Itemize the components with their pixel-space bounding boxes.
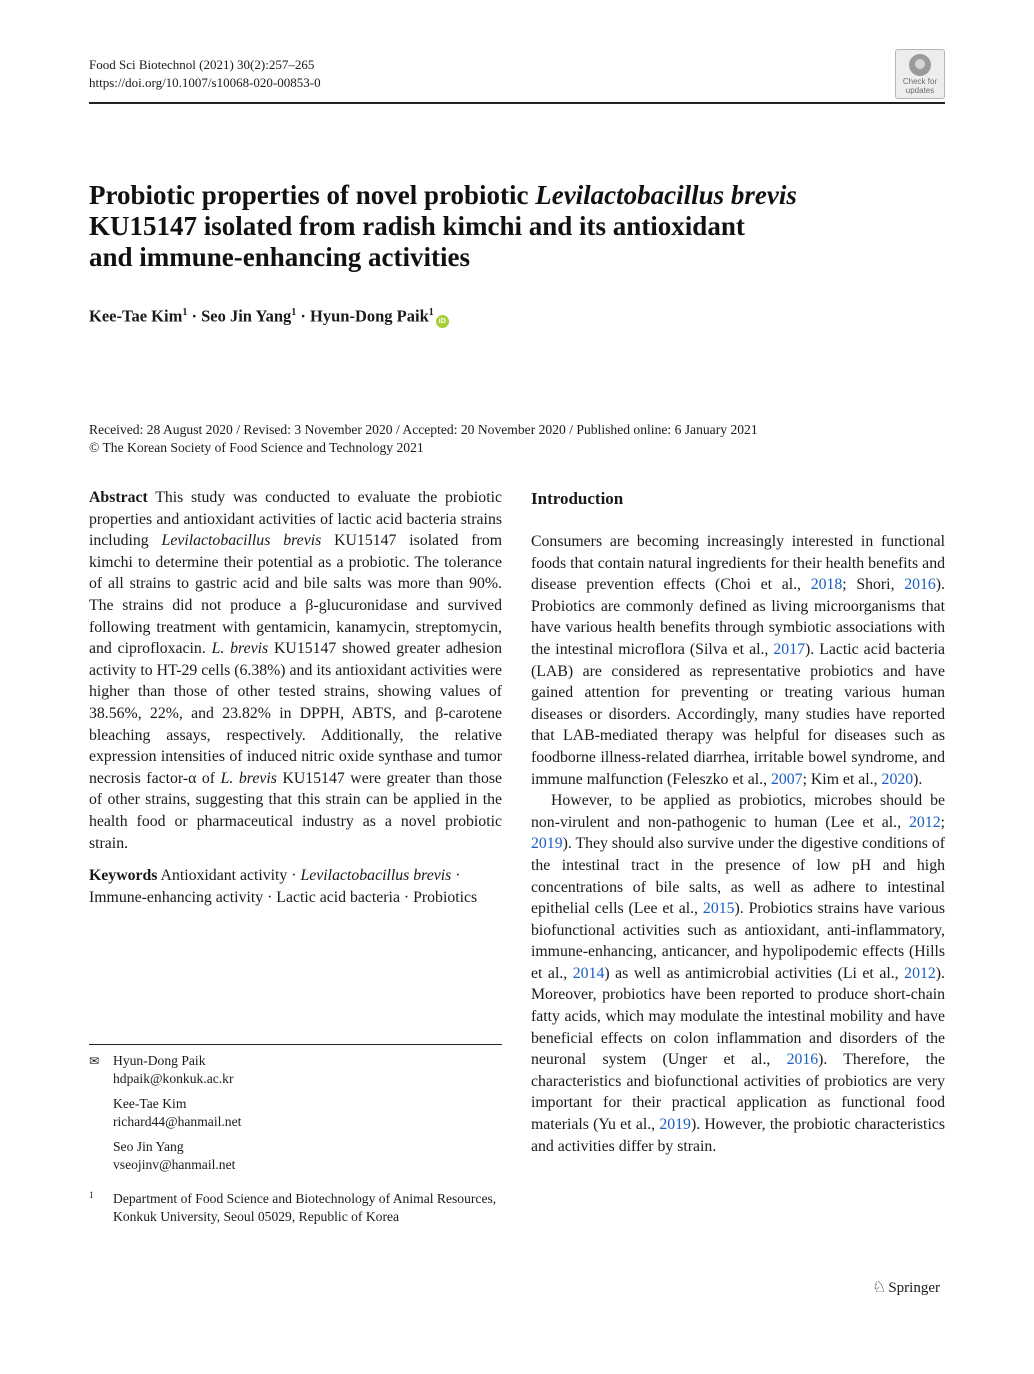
- left-column: [89, 487, 502, 908]
- intro-paragraph-1: [531, 531, 945, 790]
- intro-text: ). Therefore, the characteristics and biofunctional activities of probiotics are very important for their practical application as functional food materials (Yu et al.,: [531, 1051, 945, 1134]
- contact-entry: [89, 1052, 502, 1087]
- abstract-text: KU15147 showed greater adhesion activity to HT-29 cells (6.38%) and its antioxidant activities were higher than those of other tested strains, showing values of 38.56%, 22%, and 23.82% in DPPH, ABTS, and β-carotene bleaching assays, respectively. Additionally, the relative expression intensities of induced nitric oxide synthase and tumor necrosis factor-α of: [89, 640, 503, 787]
- author-affiliation-mark: 1: [182, 307, 188, 318]
- author-name[interactable]: Kee-Tae Kim: [89, 306, 183, 326]
- orcid-icon[interactable]: iD: [436, 315, 449, 328]
- header-divider: [89, 102, 945, 104]
- title-text-b: KU15147 isolated from radish kimchi and its antioxidant: [89, 211, 745, 241]
- keywords-label: Keywords: [89, 867, 158, 885]
- contact-list: [89, 1052, 502, 1181]
- check-for-updates-badge[interactable]: [895, 49, 945, 99]
- citation-link[interactable]: 2017: [773, 640, 805, 658]
- author-list: [89, 302, 449, 328]
- citation-link[interactable]: 2012: [904, 964, 936, 982]
- keywords-text: · Immune-enhancing activity · Lactic acid bacteria · Probiotics: [89, 867, 478, 906]
- contact-name: Seo Jin Yang: [113, 1139, 184, 1154]
- contact-name: Kee-Tae Kim: [113, 1096, 187, 1111]
- journal-line: Food Sci Biotechnol (2021) 30(2):257–265: [89, 57, 315, 72]
- citation-link[interactable]: 2018: [810, 576, 843, 594]
- contact-entry: [89, 1095, 502, 1130]
- check-updates-label-1: Check for: [902, 77, 938, 86]
- check-updates-label-2: updates: [905, 86, 935, 95]
- right-column: [531, 487, 945, 1157]
- abstract-text: KU15147 were greater than those of other strains, suggesting that this strain can be applied in the health food or pharmaceutical industry as a novel probiotic strain.: [89, 769, 502, 852]
- contact-entry: [89, 1138, 502, 1173]
- citation-link[interactable]: 2019: [659, 1116, 691, 1134]
- intro-text: ). They should also survive under the digestive conditions of the intestinal tract in the presence of low pH and high concentrations of bile salts, as well as adhere to intestinal epithelial cells (Lee et al.,: [531, 835, 945, 918]
- contact-name: Hyun-Dong Paik: [113, 1053, 206, 1068]
- keywords-species: Levilactobacillus brevis: [300, 867, 452, 885]
- abstract-label: Abstract: [89, 489, 148, 506]
- intro-text: ). Lactic acid bacteria (LAB) are considered as representative probiotics and have gained attention for preventing or treating various human diseases or disorders. Accordingly, many studies have reported that LAB-mediated therapy was helpful for diseases such as foodborne illness-related diarrhea, irritable bowel syndrome, and immune malfunction (Feleszko et al.,: [531, 640, 945, 788]
- copyright-line: © The Korean Society of Food Science and Technology 2021: [89, 440, 424, 455]
- intro-text: ). However, the probiotic characteristics and activities differ by strain.: [531, 1116, 945, 1155]
- intro-text: ;: [940, 813, 945, 831]
- abstract-text: KU15147 isolated from kimchi to determine their potential as a probiotic. The tolerance of all strains to gastric acid and bile salts was more than 90%. The strains did not produce a β-glucuronidase and survived following treatment with gentamicin, kanamycin, streptomycin, and ciprofloxacin.: [89, 532, 503, 658]
- publication-history: [89, 421, 758, 457]
- contact-email[interactable]: hdpaik@konkuk.ac.kr: [113, 1070, 234, 1086]
- publisher-name: Springer: [888, 1280, 941, 1296]
- keywords: [89, 865, 502, 908]
- citation-link[interactable]: 2012: [909, 813, 941, 831]
- intro-text: ; Shori,: [842, 576, 905, 594]
- citation-link[interactable]: 2020: [881, 770, 914, 788]
- title-species: Levilactobacillus brevis: [535, 180, 797, 210]
- citation-link[interactable]: 2019: [531, 835, 563, 853]
- affiliation: [89, 1190, 502, 1225]
- citation-link[interactable]: 2014: [572, 964, 605, 982]
- author-name[interactable]: Hyun-Dong Paik: [310, 306, 429, 326]
- dates-line: Received: 28 August 2020 / Revised: 3 November 2020 / Accepted: 20 November 2020 / Published online: 6 January 2021: [89, 422, 758, 437]
- intro-text: ; Kim et al.,: [802, 770, 882, 788]
- author-separator: ·: [296, 306, 311, 326]
- author-name[interactable]: Seo Jin Yang: [201, 306, 292, 326]
- citation-link[interactable]: 2007: [770, 770, 803, 788]
- contact-email[interactable]: richard44@hanmail.net: [113, 1113, 242, 1129]
- title-text-a: Probiotic properties of novel probiotic: [89, 180, 536, 210]
- affiliation-number: 1: [89, 1190, 94, 1200]
- author-affiliation-mark: 1: [291, 307, 297, 318]
- intro-text: Consumers are becoming increasingly interested in functional foods that contain natural ingredients for their health benefits and disease prevention effects (Choi et al.,: [531, 533, 945, 594]
- author-separator: ·: [187, 306, 202, 326]
- author-affiliation-mark: 1: [428, 307, 434, 318]
- intro-text: ). Probiotics are commonly defined as living microorganisms that have various health benefits through symbiotic associations with the intestinal microflora (Silva et al.,: [531, 576, 946, 658]
- intro-text: ). Probiotics strains have various biofunctional activities such as antioxidant, anti-inflammatory, immune-enhancing, anticancer, and hypolipodemic effects (Hills et al.,: [531, 900, 946, 982]
- springer-horse-icon: ♘: [872, 1277, 887, 1296]
- footnote-divider: [89, 1044, 502, 1045]
- article-title: [89, 180, 869, 273]
- check-updates-icon: [909, 54, 931, 76]
- publisher-logo: [872, 1277, 940, 1298]
- journal-citation: [89, 56, 321, 92]
- abstract-species: Levilactobacillus brevis: [161, 532, 322, 550]
- title-text-c: and immune-enhancing activities: [89, 242, 471, 272]
- section-heading-introduction: Introduction: [531, 489, 624, 508]
- citation-link[interactable]: 2016: [786, 1051, 819, 1069]
- citation-link[interactable]: 2015: [702, 900, 735, 918]
- affiliation-text: Department of Food Science and Biotechnology of Animal Resources, Konkuk University, Seoul 05029, Republic of Korea: [113, 1191, 497, 1224]
- doi-link[interactable]: https://doi.org/10.1007/s10068-020-00853-0: [89, 75, 321, 90]
- envelope-icon: ✉: [89, 1054, 100, 1068]
- abstract: [89, 487, 502, 854]
- intro-text: ). Moreover, probiotics have been reported to produce short-chain fatty acids, which may modulate the intestinal mobility and have beneficial effects on colon inflammation and disorders of the neuronal system (Unger et al.,: [531, 964, 945, 1069]
- abstract-species: L. brevis: [220, 769, 277, 787]
- intro-text: However, to be applied as probiotics, microbes should be non-virulent and non-pathogenic to human (Lee et al.,: [531, 792, 945, 831]
- contact-email[interactable]: vseojinv@hanmail.net: [113, 1156, 236, 1172]
- intro-text: ) as well as antimicrobial activities (Li et al.,: [604, 964, 905, 982]
- abstract-species: L. brevis: [211, 640, 269, 658]
- abstract-text: This study was conducted to evaluate the probiotic properties and antioxidant activities of lactic acid bacteria strains including: [89, 489, 502, 550]
- citation-link[interactable]: 2016: [904, 576, 936, 594]
- intro-text: ).: [913, 770, 923, 788]
- intro-paragraph-2: [531, 790, 945, 1157]
- keywords-text: Antioxidant activity ·: [157, 867, 301, 885]
